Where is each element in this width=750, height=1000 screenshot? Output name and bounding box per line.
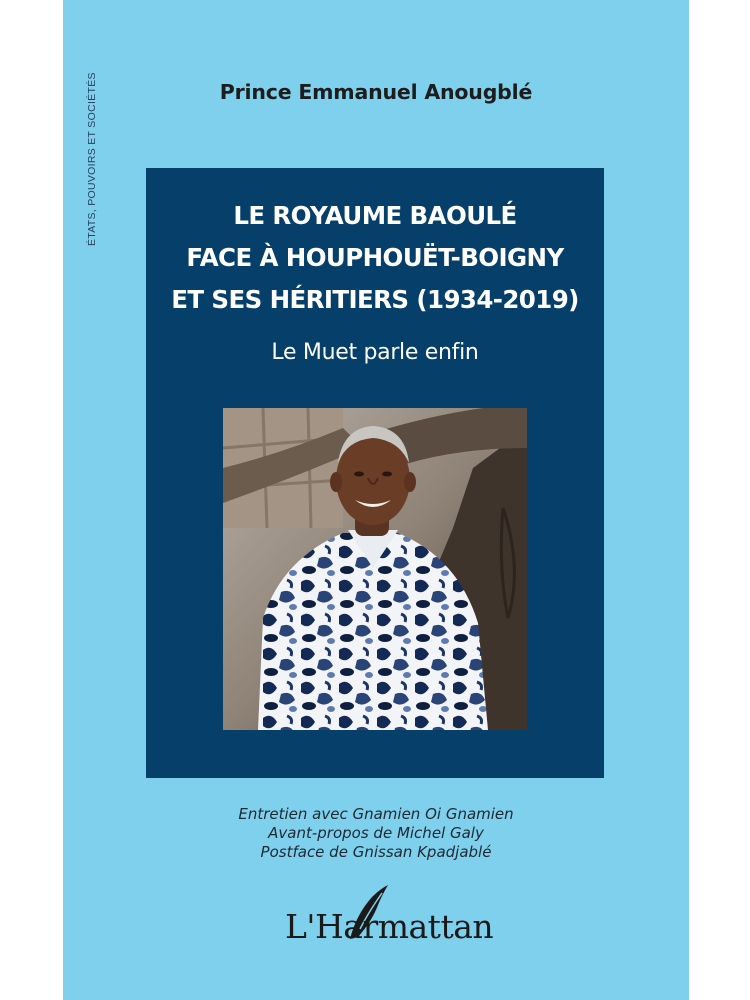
title-line-1: LE ROYAUME BAOULÉ [233, 201, 517, 230]
title-line-3: ET SES HÉRITIERS (1934-2019) [171, 285, 579, 314]
credit-afterword: Postface de Gnissan Kpadjablé [260, 843, 492, 861]
credit-interview: Entretien avec Gnamien Oi Gnamien [238, 805, 514, 823]
title-line-2: FACE À HOUPHOUËT-BOIGNY [186, 243, 564, 272]
author-portrait-photo [223, 408, 527, 730]
author-name: Prince Emmanuel Anougblé [219, 80, 533, 104]
credits-block [63, 805, 689, 862]
subtitle: Le Muet parle enfin [271, 340, 479, 365]
publisher-logo [63, 885, 689, 955]
series-name: ÉTATS, POUVOIRS ET SOCIÉTÉS [86, 72, 98, 246]
title-panel [146, 168, 604, 778]
credit-foreword: Avant-propos de Michel Galy [268, 824, 484, 842]
publisher-name: L'Harmattan [285, 907, 494, 946]
